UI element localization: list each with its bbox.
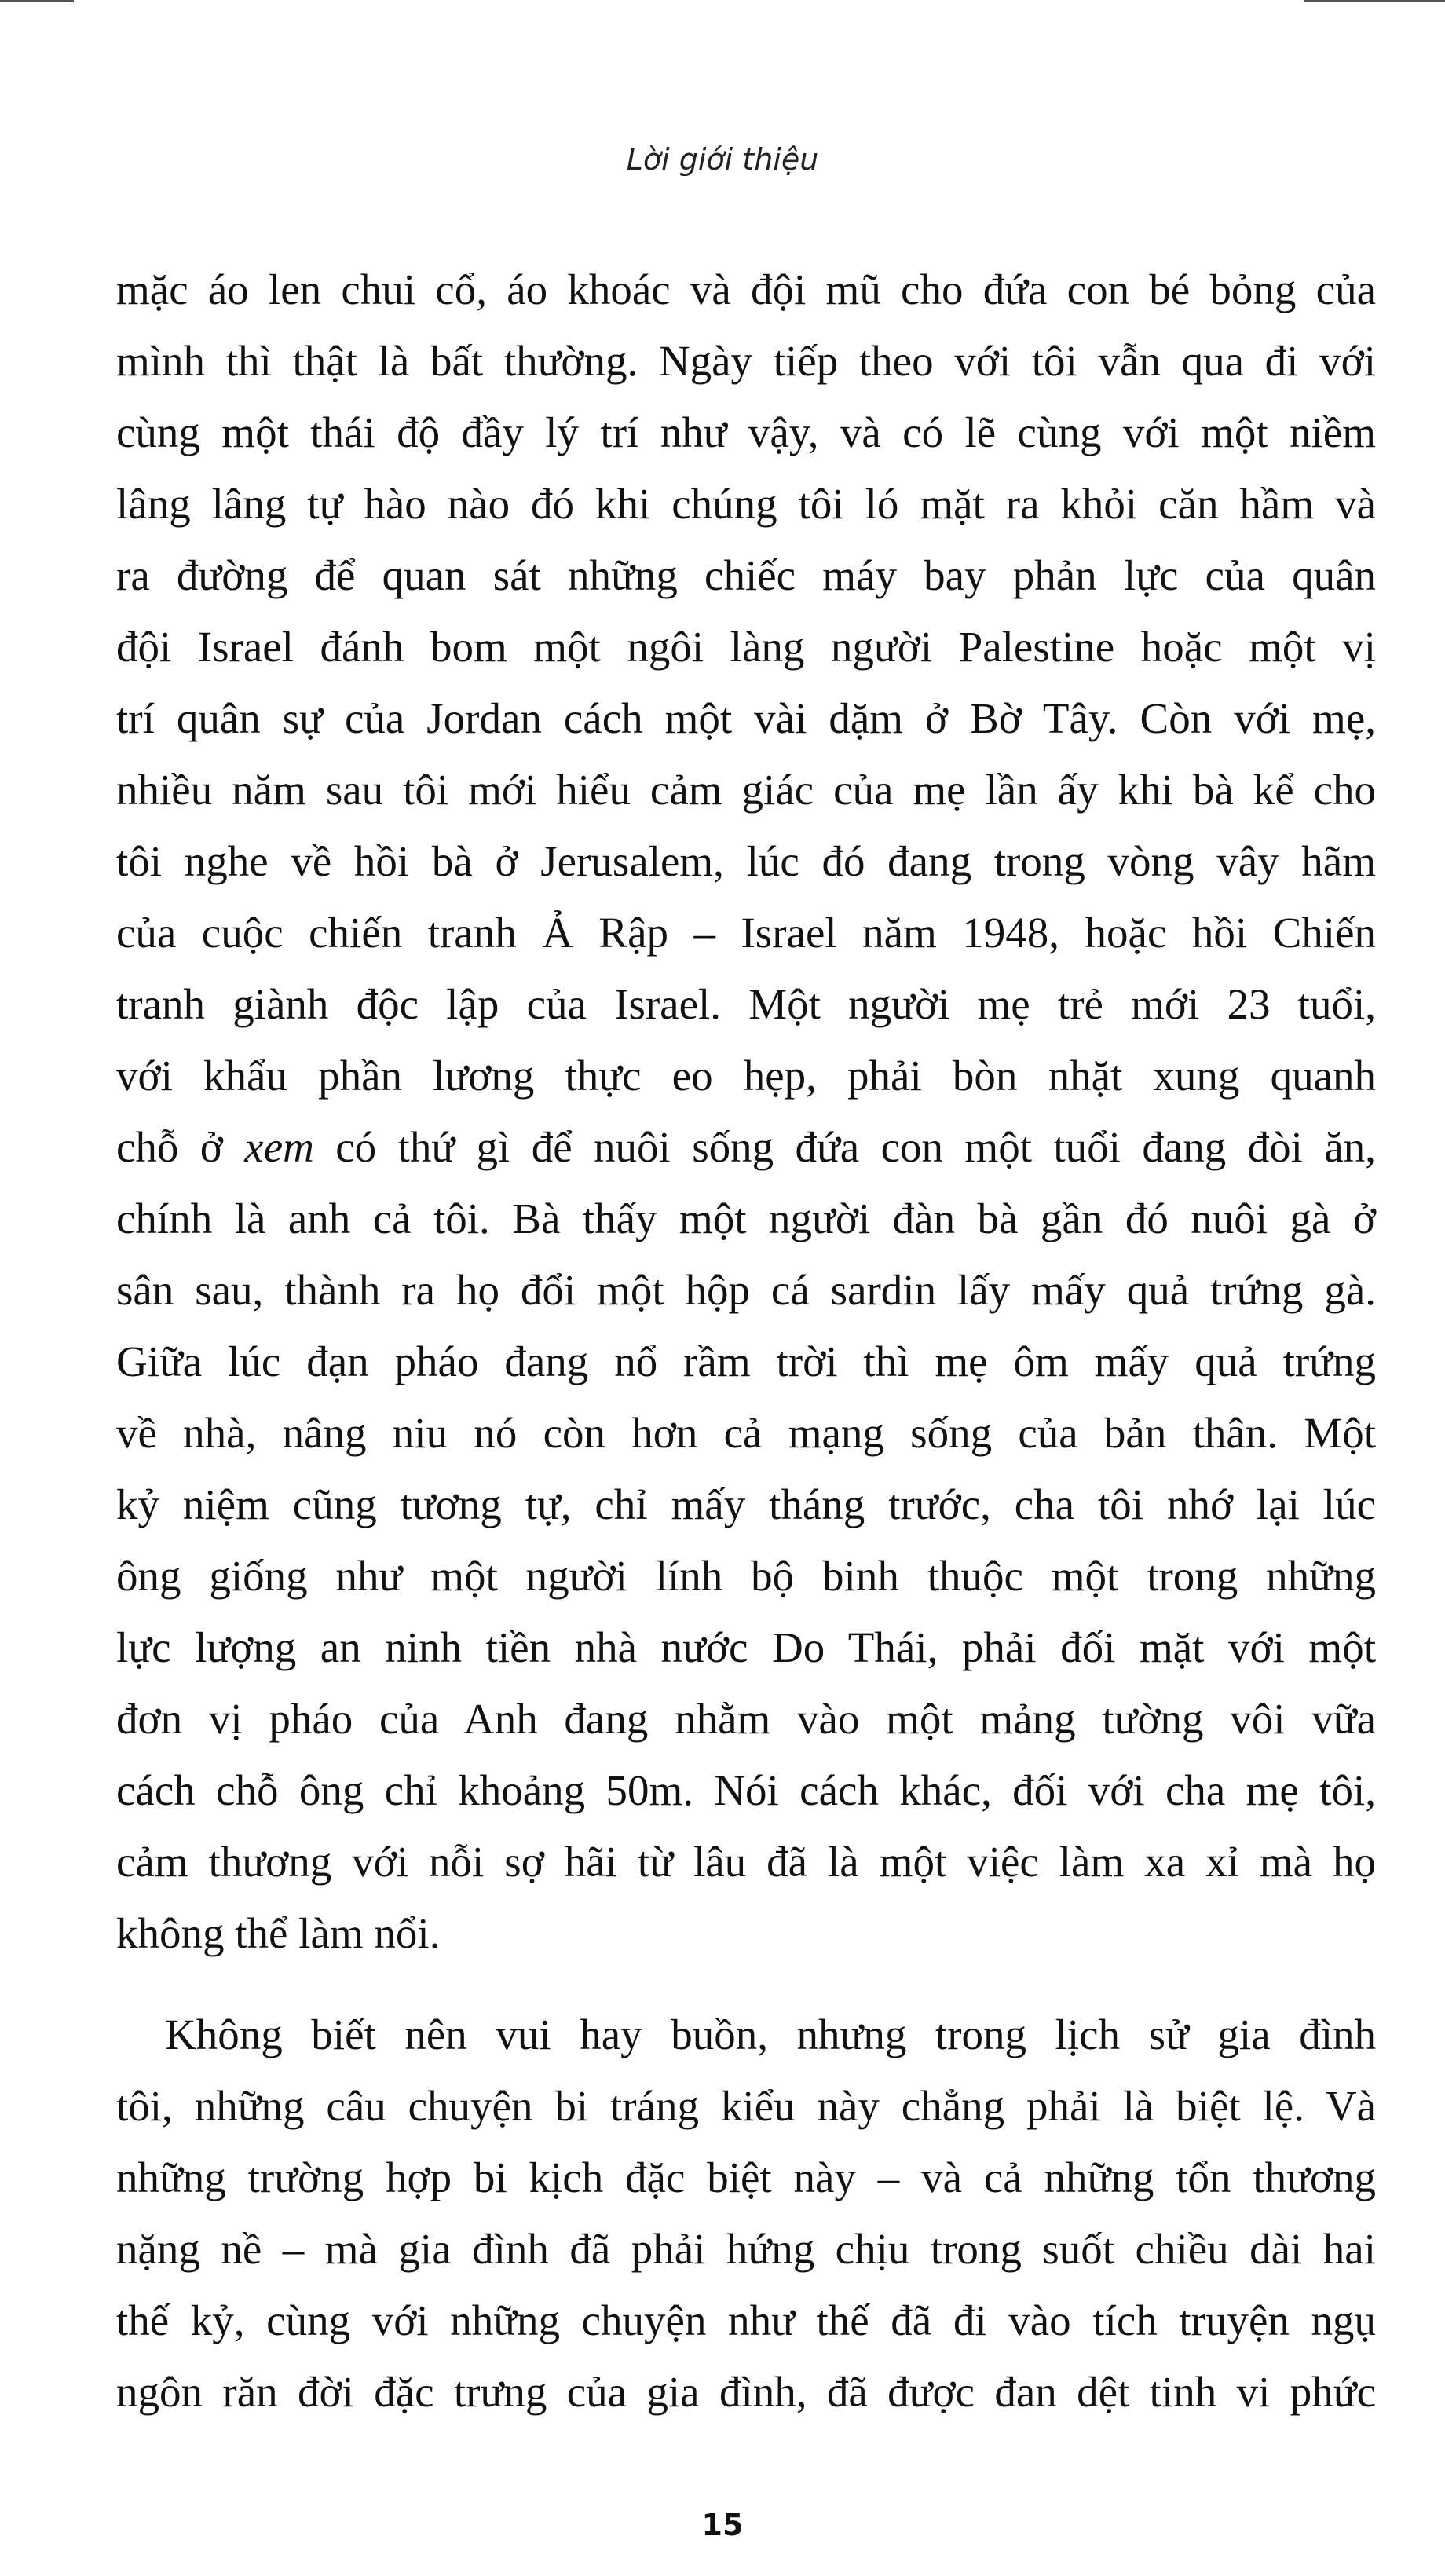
text-line-with-italic [116, 1111, 1376, 1183]
text-line: mình thì thật là bất thường. Ngày tiếp theo với tôi vẫn qua đi với [116, 337, 1376, 385]
text-line: Giữa lúc đạn pháo đang nổ rầm trời thì mẹ ôm mấy quả trứng [116, 1337, 1376, 1385]
text-line: tôi, những câu chuyện bi tráng kiểu này chẳng phải là biệt lệ. Và [116, 2082, 1376, 2130]
text-line: cách chỗ ông chỉ khoảng 50m. Nói cách khác, đối với cha mẹ tôi, [116, 1766, 1376, 1814]
text-line: đội Israel đánh bom một ngôi làng người Palestine hoặc một vị [116, 623, 1376, 671]
running-head: Lời giới thiệu [626, 142, 819, 177]
text-line: ông giống như một người lính bộ binh thuộc một trong những [116, 1552, 1376, 1600]
line-text-after-italic: có thứ gì để nuôi sống đứa con một tuổi đang đòi ăn, [313, 1123, 1376, 1171]
text-line: đơn vị pháo của Anh đang nhằm vào một mảng tường vôi vữa [116, 1695, 1376, 1743]
page-number: 15 [701, 2508, 744, 2542]
text-line: cùng một thái độ đầy lý trí như vậy, và có lẽ cùng với một niềm [116, 408, 1376, 456]
text-line: cảm thương với nỗi sợ hãi từ lâu đã là một việc làm xa xỉ mà họ [116, 1838, 1376, 1886]
paragraph-1 [116, 254, 1376, 1969]
paragraph-2 [116, 1999, 1376, 2428]
text-line: tôi nghe về hồi bà ở Jerusalem, lúc đó đang trong vòng vây hãm [116, 837, 1376, 885]
text-line: về nhà, nâng niu nó còn hơn cả mạng sống của bản thân. Một [116, 1409, 1376, 1457]
line-text: Không biết nên vui hay buồn, nhưng trong lịch sử gia đình [165, 2011, 1376, 2058]
top-rule-right [1304, 0, 1445, 2]
text-line: kỷ niệm cũng tương tự, chỉ mấy tháng trước, cha tôi nhớ lại lúc [116, 1480, 1376, 1528]
body-text [116, 254, 1376, 2428]
text-line: của cuộc chiến tranh Ả Rập – Israel năm 1948, hoặc hồi Chiến [116, 909, 1376, 957]
text-line: trí quân sự của Jordan cách một vài dặm ở Bờ Tây. Còn với mẹ, [116, 694, 1376, 742]
text-line: tranh giành độc lập của Israel. Một người mẹ trẻ mới 23 tuổi, [116, 980, 1376, 1028]
italic-word: xem [244, 1123, 314, 1171]
text-line: những trường hợp bi kịch đặc biệt này – và cả những tổn thương [116, 2153, 1376, 2201]
text-line: chính là anh cả tôi. Bà thấy một người đàn bà gần đó nuôi gà ở [116, 1195, 1376, 1242]
text-line: nặng nề – mà gia đình đã phải hứng chịu trong suốt chiều dài hai [116, 2225, 1376, 2273]
text-line: với khẩu phần lương thực eo hẹp, phải bòn nhặt xung quanh [116, 1052, 1376, 1100]
top-edge-rule [0, 0, 1445, 5]
top-rule-left [0, 0, 74, 2]
text-line: sân sau, thành ra họ đổi một hộp cá sardin lấy mấy quả trứng gà. [116, 1266, 1376, 1314]
text-line: ngôn răn đời đặc trưng của gia đình, đã được đan dệt tinh vi phức [116, 2368, 1376, 2416]
text-line-indented [116, 1999, 1376, 2070]
text-line: thế kỷ, cùng với những chuyện như thế đã đi vào tích truyện ngụ [116, 2296, 1376, 2344]
text-line: lâng lâng tự hào nào đó khi chúng tôi ló mặt ra khỏi căn hầm và [116, 480, 1376, 528]
line-text-before-italic: chỗ ở [116, 1123, 245, 1171]
text-line: lực lượng an ninh tiền nhà nước Do Thái, phải đối mặt với một [116, 1623, 1376, 1671]
text-line: nhiều năm sau tôi mới hiểu cảm giác của mẹ lần ấy khi bà kể cho [116, 766, 1376, 814]
text-line: không thể làm nổi. [116, 1909, 441, 1957]
text-line: ra đường để quan sát những chiếc máy bay phản lực của quân [116, 551, 1376, 599]
text-line: mặc áo len chui cổ, áo khoác và đội mũ cho đứa con bé bỏng của [116, 265, 1376, 313]
